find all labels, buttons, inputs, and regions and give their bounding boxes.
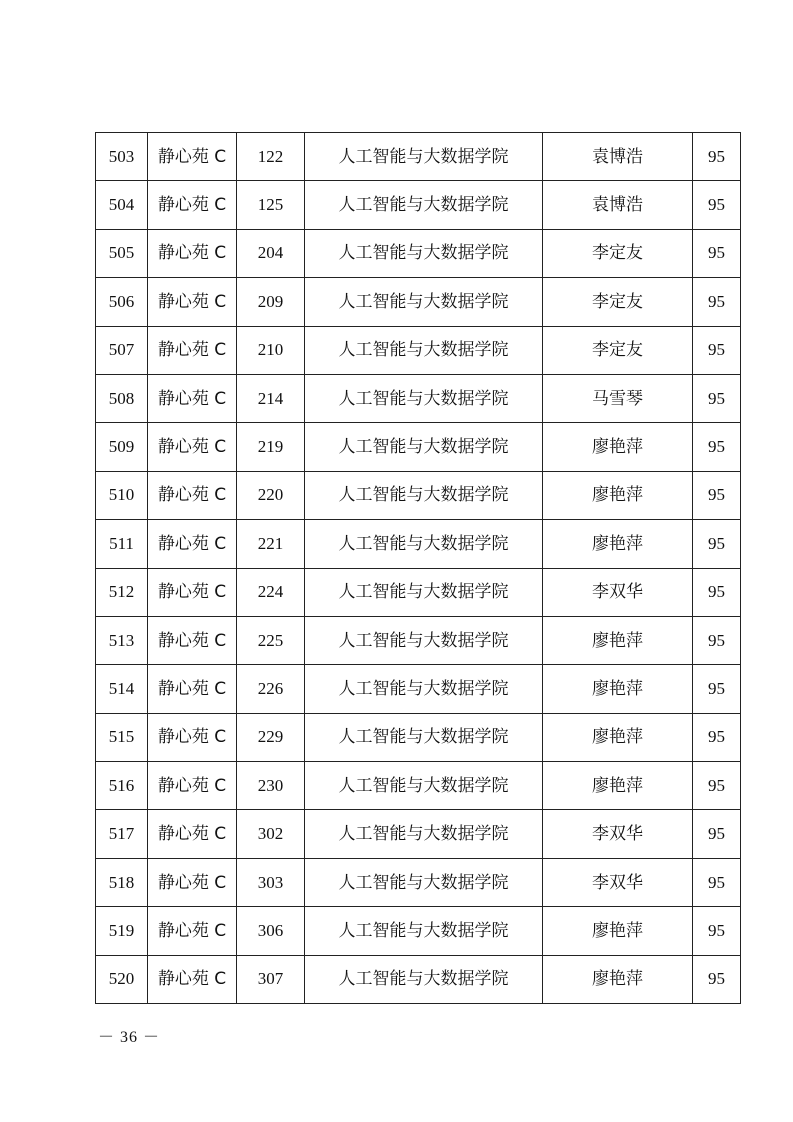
person-name-cell: 李双华 <box>543 858 693 906</box>
building-cell: 静心苑 C <box>148 133 237 181</box>
person-name-cell: 廖艳萍 <box>543 471 693 519</box>
person-name-cell: 马雪琴 <box>543 374 693 422</box>
table-row <box>96 955 741 1003</box>
score-cell: 95 <box>693 133 741 181</box>
college-cell: 人工智能与大数据学院 <box>305 713 543 761</box>
row-number-cell: 508 <box>96 374 148 422</box>
college-cell: 人工智能与大数据学院 <box>305 133 543 181</box>
score-cell: 95 <box>693 665 741 713</box>
row-number-cell: 520 <box>96 955 148 1003</box>
table-row <box>96 229 741 277</box>
person-name-cell: 廖艳萍 <box>543 762 693 810</box>
score-cell: 95 <box>693 616 741 664</box>
building-cell: 静心苑 C <box>148 907 237 955</box>
building-cell: 静心苑 C <box>148 471 237 519</box>
score-cell: 95 <box>693 471 741 519</box>
table-row <box>96 713 741 761</box>
table-row <box>96 762 741 810</box>
college-cell: 人工智能与大数据学院 <box>305 229 543 277</box>
table-row <box>96 278 741 326</box>
score-cell: 95 <box>693 326 741 374</box>
building-cell: 静心苑 C <box>148 713 237 761</box>
college-cell: 人工智能与大数据学院 <box>305 326 543 374</box>
table-row <box>96 520 741 568</box>
score-cell: 95 <box>693 955 741 1003</box>
row-number-cell: 511 <box>96 520 148 568</box>
room-number-cell: 125 <box>237 181 305 229</box>
person-name-cell: 廖艳萍 <box>543 616 693 664</box>
college-cell: 人工智能与大数据学院 <box>305 423 543 471</box>
table-row <box>96 568 741 616</box>
page-number: － 36 － <box>98 1029 161 1046</box>
row-number-cell: 515 <box>96 713 148 761</box>
building-cell: 静心苑 C <box>148 229 237 277</box>
score-cell: 95 <box>693 181 741 229</box>
college-cell: 人工智能与大数据学院 <box>305 520 543 568</box>
score-cell: 95 <box>693 229 741 277</box>
score-cell: 95 <box>693 907 741 955</box>
score-cell: 95 <box>693 278 741 326</box>
row-number-cell: 519 <box>96 907 148 955</box>
person-name-cell: 李定友 <box>543 229 693 277</box>
table-body <box>96 133 741 1004</box>
row-number-cell: 513 <box>96 616 148 664</box>
score-cell: 95 <box>693 568 741 616</box>
person-name-cell: 李双华 <box>543 810 693 858</box>
room-number-cell: 229 <box>237 713 305 761</box>
score-cell: 95 <box>693 374 741 422</box>
college-cell: 人工智能与大数据学院 <box>305 278 543 326</box>
room-number-cell: 221 <box>237 520 305 568</box>
person-name-cell: 廖艳萍 <box>543 907 693 955</box>
person-name-cell: 廖艳萍 <box>543 665 693 713</box>
room-number-cell: 302 <box>237 810 305 858</box>
row-number-cell: 509 <box>96 423 148 471</box>
room-number-cell: 122 <box>237 133 305 181</box>
building-cell: 静心苑 C <box>148 616 237 664</box>
college-cell: 人工智能与大数据学院 <box>305 907 543 955</box>
table-row <box>96 471 741 519</box>
person-name-cell: 李定友 <box>543 278 693 326</box>
building-cell: 静心苑 C <box>148 858 237 906</box>
person-name-cell: 廖艳萍 <box>543 955 693 1003</box>
row-number-cell: 516 <box>96 762 148 810</box>
score-cell: 95 <box>693 858 741 906</box>
room-number-cell: 209 <box>237 278 305 326</box>
college-cell: 人工智能与大数据学院 <box>305 955 543 1003</box>
college-cell: 人工智能与大数据学院 <box>305 374 543 422</box>
score-cell: 95 <box>693 520 741 568</box>
building-cell: 静心苑 C <box>148 374 237 422</box>
building-cell: 静心苑 C <box>148 810 237 858</box>
row-number-cell: 504 <box>96 181 148 229</box>
table-row <box>96 326 741 374</box>
row-number-cell: 505 <box>96 229 148 277</box>
college-cell: 人工智能与大数据学院 <box>305 858 543 906</box>
room-number-cell: 303 <box>237 858 305 906</box>
row-number-cell: 514 <box>96 665 148 713</box>
table-row <box>96 858 741 906</box>
score-cell: 95 <box>693 423 741 471</box>
table-row <box>96 665 741 713</box>
table-row <box>96 423 741 471</box>
row-number-cell: 510 <box>96 471 148 519</box>
building-cell: 静心苑 C <box>148 762 237 810</box>
college-cell: 人工智能与大数据学院 <box>305 568 543 616</box>
person-name-cell: 廖艳萍 <box>543 713 693 761</box>
room-number-cell: 307 <box>237 955 305 1003</box>
building-cell: 静心苑 C <box>148 326 237 374</box>
building-cell: 静心苑 C <box>148 665 237 713</box>
row-number-cell: 518 <box>96 858 148 906</box>
table-row <box>96 810 741 858</box>
college-cell: 人工智能与大数据学院 <box>305 471 543 519</box>
building-cell: 静心苑 C <box>148 955 237 1003</box>
row-number-cell: 503 <box>96 133 148 181</box>
room-number-cell: 230 <box>237 762 305 810</box>
table-row <box>96 181 741 229</box>
score-cell: 95 <box>693 762 741 810</box>
dormitory-score-table <box>95 132 741 1004</box>
college-cell: 人工智能与大数据学院 <box>305 616 543 664</box>
college-cell: 人工智能与大数据学院 <box>305 181 543 229</box>
college-cell: 人工智能与大数据学院 <box>305 810 543 858</box>
building-cell: 静心苑 C <box>148 520 237 568</box>
person-name-cell: 李定友 <box>543 326 693 374</box>
room-number-cell: 224 <box>237 568 305 616</box>
row-number-cell: 506 <box>96 278 148 326</box>
room-number-cell: 226 <box>237 665 305 713</box>
college-cell: 人工智能与大数据学院 <box>305 665 543 713</box>
building-cell: 静心苑 C <box>148 568 237 616</box>
room-number-cell: 219 <box>237 423 305 471</box>
table-row <box>96 374 741 422</box>
room-number-cell: 214 <box>237 374 305 422</box>
building-cell: 静心苑 C <box>148 423 237 471</box>
person-name-cell: 李双华 <box>543 568 693 616</box>
room-number-cell: 210 <box>237 326 305 374</box>
person-name-cell: 袁博浩 <box>543 133 693 181</box>
score-cell: 95 <box>693 810 741 858</box>
person-name-cell: 廖艳萍 <box>543 423 693 471</box>
row-number-cell: 517 <box>96 810 148 858</box>
person-name-cell: 廖艳萍 <box>543 520 693 568</box>
room-number-cell: 220 <box>237 471 305 519</box>
row-number-cell: 507 <box>96 326 148 374</box>
college-cell: 人工智能与大数据学院 <box>305 762 543 810</box>
person-name-cell: 袁博浩 <box>543 181 693 229</box>
building-cell: 静心苑 C <box>148 278 237 326</box>
row-number-cell: 512 <box>96 568 148 616</box>
room-number-cell: 306 <box>237 907 305 955</box>
table-row <box>96 907 741 955</box>
room-number-cell: 204 <box>237 229 305 277</box>
table-row <box>96 616 741 664</box>
building-cell: 静心苑 C <box>148 181 237 229</box>
room-number-cell: 225 <box>237 616 305 664</box>
score-cell: 95 <box>693 713 741 761</box>
table-row <box>96 133 741 181</box>
